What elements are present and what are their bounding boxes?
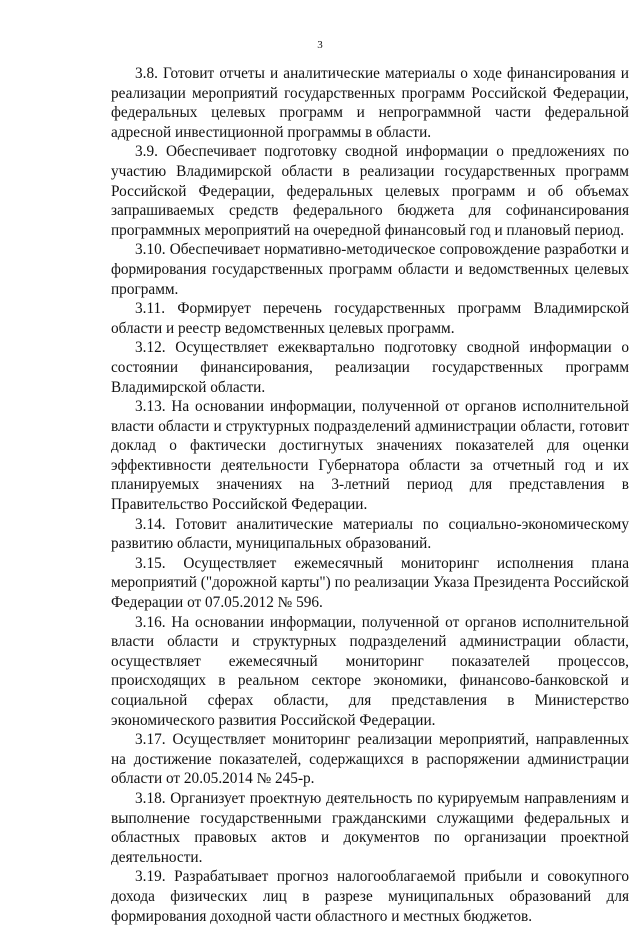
- clause-3-13: 3.13. На основании информации, полученной от органов исполнительной власти области и структурных подразделений администрации области, готовит доклад о фактически достигнутых значениях показателей для оценки эффективности деятельности Губернатора области за отчетный год и их планируемых значениях на 3-летний период для представления в Правительство Российской Федерации.: [111, 398, 629, 514]
- clause-3-8: 3.8. Готовит отчеты и аналитические материалы о ходе финансирования и реализации мероприятий государственных программ Российской Федерации, федеральных целевых программ и непрограммной части федеральной адресной инвестиционной программы в области.: [111, 65, 629, 141]
- clause-3-10: 3.10. Обеспечивает нормативно-методическое сопровождение разработки и формирования государственных программ области и ведомственных целевых программ.: [111, 241, 629, 298]
- clause-3-17: 3.17. Осуществляет мониторинг реализации мероприятий, направленных на достижение показателей, содержащихся в распоряжении администрации области от 20.05.2014 № 245-р.: [111, 731, 629, 788]
- clause-3-18: 3.18. Организует проектную деятельность по курируемым направлениям и выполнение государственными гражданскими служащими федеральных и областных правовых актов и документов по организации проектной деятельности.: [111, 789, 629, 866]
- clause-3-14: 3.14. Готовит аналитические материалы по социально-экономическому развитию области, муниципальных образований.: [111, 515, 629, 553]
- clause-3-15: 3.15. Осуществляет ежемесячный мониторинг исполнения плана мероприятий ("дорожной карты") по реализации Указа Президента Российской Федерации от 07.05.2012 № 596.: [111, 554, 629, 612]
- clause-3-12: 3.12. Осуществляет ежеквартально подготовку сводной информации о состоянии финансирования, реализации государственных программ Владимирской области.: [111, 339, 629, 396]
- clause-3-11: 3.11. Формирует перечень государственных программ Владимирской области и реестр ведомственных целевых программ.: [111, 300, 629, 337]
- clause-3-9: 3.9. Обеспечивает подготовку сводной информации о предложениях по участию Владимирской области в реализации государственных программ Российской Федерации, федеральных целевых программ и об объемах запрашиваемых средств федерального бюджета для софинансирования программных мероприятий на очередной финансовый год и плановый период.: [111, 143, 629, 239]
- page-number: 3: [317, 39, 323, 51]
- document-body: [111, 64, 629, 926]
- clause-3-16: 3.16. На основании информации, полученной от органов исполнительной власти области и структурных подразделений администрации области, осуществляет ежемесячный мониторинг показателей процессов, происходящих в реальном секторе экономики, финансово-банковской и социальной сферах области, для представления в Министерство экономического развития Российской Федерации.: [111, 613, 629, 729]
- clause-3-19: 3.19. Разрабатывает прогноз налогооблагаемой прибыли и совокупного дохода физических лиц в разрезе муниципальных образований для формирования доходной части областного и местных бюджетов.: [111, 868, 629, 925]
